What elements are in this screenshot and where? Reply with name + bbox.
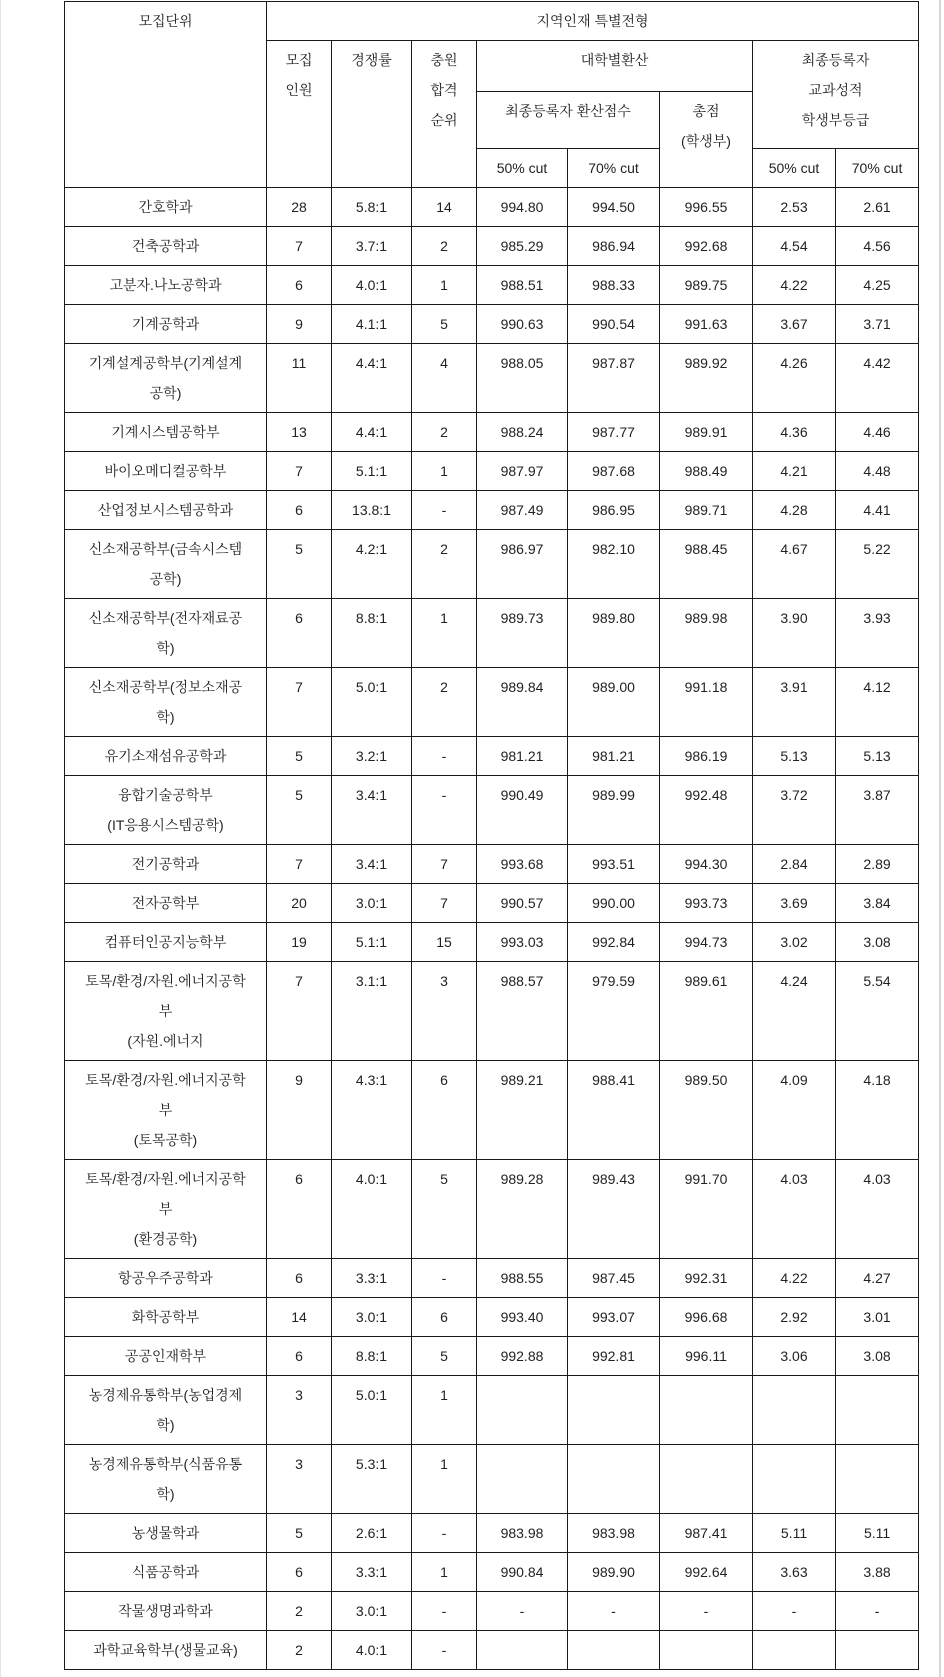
score-50-cut-cell xyxy=(477,1445,568,1514)
grade-50-cut-cell: 3.02 xyxy=(753,923,836,962)
grade-50-cut-cell: 4.21 xyxy=(753,452,836,491)
score-50-cut-cell: 981.21 xyxy=(477,737,568,776)
total-score-cell: 987.41 xyxy=(660,1514,753,1553)
grade-70-cut-cell: 2.61 xyxy=(836,188,919,227)
grade-70-cut-cell: 3.08 xyxy=(836,923,919,962)
score-50-cut-cell: 988.57 xyxy=(477,962,568,1061)
unit-name-cell: 화학공학부 xyxy=(65,1298,267,1337)
total-score-cell: 991.70 xyxy=(660,1160,753,1259)
score-70-cut-cell xyxy=(568,1631,660,1670)
waitlist-rank-cell: 2 xyxy=(412,413,477,452)
score-50-cut-cell: 988.55 xyxy=(477,1259,568,1298)
total-score-cell: 988.49 xyxy=(660,452,753,491)
table-row xyxy=(65,266,919,305)
score-70-cut-cell: 992.81 xyxy=(568,1337,660,1376)
grade-70-cut-cell: 5.54 xyxy=(836,962,919,1061)
header-cut50-grade: 50% cut xyxy=(753,149,836,188)
quota-cell: 19 xyxy=(267,923,332,962)
grade-50-cut-cell: - xyxy=(753,1592,836,1631)
score-70-cut-cell: - xyxy=(568,1592,660,1631)
table-row xyxy=(65,962,919,1061)
waitlist-rank-cell: - xyxy=(412,1514,477,1553)
grade-50-cut-cell: 4.22 xyxy=(753,1259,836,1298)
unit-name-cell: 바이오메디컬공학부 xyxy=(65,452,267,491)
grade-50-cut-cell: 4.22 xyxy=(753,266,836,305)
quota-cell: 6 xyxy=(267,1553,332,1592)
table-row xyxy=(65,599,919,668)
score-70-cut-cell: 989.99 xyxy=(568,776,660,845)
score-70-cut-cell: 994.50 xyxy=(568,188,660,227)
score-70-cut-cell: 987.45 xyxy=(568,1259,660,1298)
quota-cell: 7 xyxy=(267,227,332,266)
waitlist-rank-cell: 4 xyxy=(412,344,477,413)
total-score-cell: 994.73 xyxy=(660,923,753,962)
grade-50-cut-cell: 4.26 xyxy=(753,344,836,413)
score-70-cut-cell: 988.41 xyxy=(568,1061,660,1160)
table-row xyxy=(65,737,919,776)
grade-70-cut-cell xyxy=(836,1445,919,1514)
grade-50-cut-cell: 3.72 xyxy=(753,776,836,845)
grade-70-cut-cell: 3.88 xyxy=(836,1553,919,1592)
unit-name-cell: 산업정보시스템공학과 xyxy=(65,491,267,530)
grade-70-cut-cell: 5.11 xyxy=(836,1514,919,1553)
waitlist-rank-cell: 3 xyxy=(412,962,477,1061)
competition-cell: 4.0:1 xyxy=(332,1160,412,1259)
competition-cell: 3.4:1 xyxy=(332,776,412,845)
score-70-cut-cell: 987.77 xyxy=(568,413,660,452)
score-70-cut-cell: 989.90 xyxy=(568,1553,660,1592)
quota-cell: 9 xyxy=(267,305,332,344)
waitlist-rank-cell: - xyxy=(412,776,477,845)
score-70-cut-cell: 990.00 xyxy=(568,884,660,923)
unit-name-cell: 신소재공학부(전자재료공 학) xyxy=(65,599,267,668)
unit-name-cell: 기계시스템공학부 xyxy=(65,413,267,452)
grade-70-cut-cell: 3.93 xyxy=(836,599,919,668)
total-score-cell: 989.75 xyxy=(660,266,753,305)
grade-50-cut-cell: 3.69 xyxy=(753,884,836,923)
table-row xyxy=(65,845,919,884)
score-50-cut-cell: 983.98 xyxy=(477,1514,568,1553)
score-50-cut-cell: 989.28 xyxy=(477,1160,568,1259)
total-score-cell: - xyxy=(660,1592,753,1631)
unit-name-cell: 과학교육학부(생물교육) xyxy=(65,1631,267,1670)
grade-50-cut-cell: 4.67 xyxy=(753,530,836,599)
score-70-cut-cell: 992.84 xyxy=(568,923,660,962)
score-50-cut-cell: 989.21 xyxy=(477,1061,568,1160)
competition-cell: 4.4:1 xyxy=(332,344,412,413)
total-score-cell: 992.48 xyxy=(660,776,753,845)
quota-cell: 7 xyxy=(267,452,332,491)
total-score-cell: 993.73 xyxy=(660,884,753,923)
score-70-cut-cell: 979.59 xyxy=(568,962,660,1061)
waitlist-rank-cell: - xyxy=(412,1592,477,1631)
score-70-cut-cell: 990.54 xyxy=(568,305,660,344)
table-row xyxy=(65,884,919,923)
table-row xyxy=(65,1514,919,1553)
table-row xyxy=(65,1553,919,1592)
score-50-cut-cell: 985.29 xyxy=(477,227,568,266)
quota-cell: 6 xyxy=(267,266,332,305)
competition-cell: 5.0:1 xyxy=(332,1376,412,1445)
score-70-cut-cell: 986.94 xyxy=(568,227,660,266)
score-70-cut-cell: 982.10 xyxy=(568,530,660,599)
table-row xyxy=(65,491,919,530)
grade-50-cut-cell: 4.09 xyxy=(753,1061,836,1160)
table-row xyxy=(65,530,919,599)
competition-cell: 5.1:1 xyxy=(332,923,412,962)
waitlist-rank-cell: - xyxy=(412,1631,477,1670)
grade-50-cut-cell: 3.90 xyxy=(753,599,836,668)
table-body xyxy=(65,188,919,1670)
unit-name-cell: 항공우주공학과 xyxy=(65,1259,267,1298)
score-70-cut-cell: 993.07 xyxy=(568,1298,660,1337)
unit-name-cell: 토목/환경/자원.에너지공학 부 (환경공학) xyxy=(65,1160,267,1259)
waitlist-rank-cell: 7 xyxy=(412,845,477,884)
competition-cell: 4.1:1 xyxy=(332,305,412,344)
grade-70-cut-cell: 3.87 xyxy=(836,776,919,845)
score-50-cut-cell: 993.03 xyxy=(477,923,568,962)
table-row xyxy=(65,1592,919,1631)
unit-name-cell: 작물생명과학과 xyxy=(65,1592,267,1631)
unit-name-cell: 토목/환경/자원.에너지공학 부 (토목공학) xyxy=(65,1061,267,1160)
total-score-cell: 991.63 xyxy=(660,305,753,344)
header-final-converted: 최종등록자 환산점수 xyxy=(477,92,660,149)
competition-cell: 4.4:1 xyxy=(332,413,412,452)
unit-name-cell: 기계설계공학부(기계설계 공학) xyxy=(65,344,267,413)
table-row xyxy=(65,188,919,227)
quota-cell: 7 xyxy=(267,845,332,884)
unit-name-cell: 건축공학과 xyxy=(65,227,267,266)
competition-cell: 3.4:1 xyxy=(332,845,412,884)
header-track: 지역인재 특별전형 xyxy=(267,2,919,41)
waitlist-rank-cell: - xyxy=(412,1259,477,1298)
total-score-cell: 996.11 xyxy=(660,1337,753,1376)
grade-50-cut-cell: 2.84 xyxy=(753,845,836,884)
score-50-cut-cell: 993.68 xyxy=(477,845,568,884)
grade-70-cut-cell: 5.13 xyxy=(836,737,919,776)
waitlist-rank-cell: 14 xyxy=(412,188,477,227)
grade-50-cut-cell: 2.92 xyxy=(753,1298,836,1337)
table-row xyxy=(65,1631,919,1670)
grade-50-cut-cell: 3.91 xyxy=(753,668,836,737)
competition-cell: 5.0:1 xyxy=(332,668,412,737)
grade-70-cut-cell: 3.01 xyxy=(836,1298,919,1337)
unit-name-cell: 유기소재섬유공학과 xyxy=(65,737,267,776)
grade-50-cut-cell: 3.06 xyxy=(753,1337,836,1376)
table-row xyxy=(65,1061,919,1160)
header-cut70-grade: 70% cut xyxy=(836,149,919,188)
quota-cell: 9 xyxy=(267,1061,332,1160)
unit-name-cell: 전자공학부 xyxy=(65,884,267,923)
quota-cell: 7 xyxy=(267,668,332,737)
competition-cell: 8.8:1 xyxy=(332,1337,412,1376)
page-left-edge xyxy=(0,0,1,1677)
score-50-cut-cell: 990.63 xyxy=(477,305,568,344)
quota-cell: 28 xyxy=(267,188,332,227)
total-score-cell: 989.50 xyxy=(660,1061,753,1160)
grade-50-cut-cell xyxy=(753,1376,836,1445)
waitlist-rank-cell: 1 xyxy=(412,452,477,491)
score-50-cut-cell: 986.97 xyxy=(477,530,568,599)
score-50-cut-cell: 989.84 xyxy=(477,668,568,737)
competition-cell: 4.0:1 xyxy=(332,1631,412,1670)
score-50-cut-cell: 989.73 xyxy=(477,599,568,668)
score-50-cut-cell xyxy=(477,1376,568,1445)
grade-50-cut-cell: 2.53 xyxy=(753,188,836,227)
score-70-cut-cell: 987.68 xyxy=(568,452,660,491)
total-score-cell: 996.55 xyxy=(660,188,753,227)
total-score-cell: 994.30 xyxy=(660,845,753,884)
unit-name-cell: 고분자.나노공학과 xyxy=(65,266,267,305)
grade-70-cut-cell: 3.08 xyxy=(836,1337,919,1376)
score-50-cut-cell: 987.49 xyxy=(477,491,568,530)
total-score-cell: 989.71 xyxy=(660,491,753,530)
header-final-grade: 최종등록자 교과성적 학생부등급 xyxy=(753,41,919,149)
header-cut50-score: 50% cut xyxy=(477,149,568,188)
total-score-cell xyxy=(660,1445,753,1514)
waitlist-rank-cell: 5 xyxy=(412,305,477,344)
unit-name-cell: 융합기술공학부 (IT응용시스템공학) xyxy=(65,776,267,845)
grade-70-cut-cell: 4.12 xyxy=(836,668,919,737)
table-row xyxy=(65,668,919,737)
table-row xyxy=(65,344,919,413)
quota-cell: 14 xyxy=(267,1298,332,1337)
score-50-cut-cell: 988.05 xyxy=(477,344,568,413)
quota-cell: 3 xyxy=(267,1445,332,1514)
quota-cell: 5 xyxy=(267,776,332,845)
grade-70-cut-cell: 4.18 xyxy=(836,1061,919,1160)
score-50-cut-cell: 994.80 xyxy=(477,188,568,227)
score-70-cut-cell: 989.43 xyxy=(568,1160,660,1259)
score-70-cut-cell xyxy=(568,1376,660,1445)
total-score-cell: 989.91 xyxy=(660,413,753,452)
score-50-cut-cell: 993.40 xyxy=(477,1298,568,1337)
total-score-cell: 989.92 xyxy=(660,344,753,413)
quota-cell: 5 xyxy=(267,737,332,776)
score-50-cut-cell: 990.57 xyxy=(477,884,568,923)
competition-cell: 5.1:1 xyxy=(332,452,412,491)
header-univ-conversion: 대학별환산 xyxy=(477,41,753,92)
score-50-cut-cell: 990.84 xyxy=(477,1553,568,1592)
competition-cell: 4.3:1 xyxy=(332,1061,412,1160)
grade-70-cut-cell: - xyxy=(836,1592,919,1631)
score-70-cut-cell: 993.51 xyxy=(568,845,660,884)
total-score-cell: 986.19 xyxy=(660,737,753,776)
header-total: 총점 (학생부) xyxy=(660,92,753,188)
unit-name-cell: 토목/환경/자원.에너지공학 부 (자원.에너지 xyxy=(65,962,267,1061)
admission-results-table xyxy=(64,1,919,1670)
competition-cell: 8.8:1 xyxy=(332,599,412,668)
waitlist-rank-cell: 5 xyxy=(412,1160,477,1259)
total-score-cell: 991.18 xyxy=(660,668,753,737)
quota-cell: 6 xyxy=(267,491,332,530)
score-50-cut-cell: 988.51 xyxy=(477,266,568,305)
total-score-cell xyxy=(660,1376,753,1445)
quota-cell: 20 xyxy=(267,884,332,923)
competition-cell: 3.1:1 xyxy=(332,962,412,1061)
table-row xyxy=(65,413,919,452)
waitlist-rank-cell: - xyxy=(412,737,477,776)
grade-50-cut-cell: 4.36 xyxy=(753,413,836,452)
waitlist-rank-cell: 7 xyxy=(412,884,477,923)
table-row xyxy=(65,1445,919,1514)
score-70-cut-cell: 988.33 xyxy=(568,266,660,305)
quota-cell: 2 xyxy=(267,1631,332,1670)
grade-70-cut-cell: 4.03 xyxy=(836,1160,919,1259)
score-70-cut-cell: 986.95 xyxy=(568,491,660,530)
grade-70-cut-cell: 2.89 xyxy=(836,845,919,884)
grade-50-cut-cell: 5.11 xyxy=(753,1514,836,1553)
waitlist-rank-cell: - xyxy=(412,491,477,530)
score-50-cut-cell: 990.49 xyxy=(477,776,568,845)
table-row xyxy=(65,1259,919,1298)
grade-50-cut-cell: 4.54 xyxy=(753,227,836,266)
grade-70-cut-cell: 4.25 xyxy=(836,266,919,305)
score-70-cut-cell xyxy=(568,1445,660,1514)
header-competition: 경쟁률 xyxy=(332,41,412,188)
quota-cell: 5 xyxy=(267,530,332,599)
grade-50-cut-cell: 3.63 xyxy=(753,1553,836,1592)
competition-cell: 3.7:1 xyxy=(332,227,412,266)
unit-name-cell: 공공인재학부 xyxy=(65,1337,267,1376)
competition-cell: 3.0:1 xyxy=(332,1298,412,1337)
competition-cell: 5.8:1 xyxy=(332,188,412,227)
unit-name-cell: 농생물학과 xyxy=(65,1514,267,1553)
competition-cell: 3.0:1 xyxy=(332,1592,412,1631)
header-quota: 모집 인원 xyxy=(267,41,332,188)
total-score-cell: 992.68 xyxy=(660,227,753,266)
competition-cell: 4.0:1 xyxy=(332,266,412,305)
total-score-cell: 992.64 xyxy=(660,1553,753,1592)
unit-name-cell: 농경제유통학부(농업경제 학) xyxy=(65,1376,267,1445)
grade-70-cut-cell: 3.84 xyxy=(836,884,919,923)
competition-cell: 5.3:1 xyxy=(332,1445,412,1514)
grade-50-cut-cell: 4.28 xyxy=(753,491,836,530)
competition-cell: 3.3:1 xyxy=(332,1259,412,1298)
unit-name-cell: 식품공학과 xyxy=(65,1553,267,1592)
header-cut70-score: 70% cut xyxy=(568,149,660,188)
waitlist-rank-cell: 2 xyxy=(412,227,477,266)
table-row xyxy=(65,452,919,491)
grade-50-cut-cell: 5.13 xyxy=(753,737,836,776)
competition-cell: 3.3:1 xyxy=(332,1553,412,1592)
unit-name-cell: 기계공학과 xyxy=(65,305,267,344)
grade-50-cut-cell xyxy=(753,1445,836,1514)
waitlist-rank-cell: 6 xyxy=(412,1061,477,1160)
competition-cell: 13.8:1 xyxy=(332,491,412,530)
unit-name-cell: 신소재공학부(정보소재공 학) xyxy=(65,668,267,737)
competition-cell: 3.0:1 xyxy=(332,884,412,923)
waitlist-rank-cell: 1 xyxy=(412,1376,477,1445)
waitlist-rank-cell: 15 xyxy=(412,923,477,962)
waitlist-rank-cell: 6 xyxy=(412,1298,477,1337)
waitlist-rank-cell: 1 xyxy=(412,1445,477,1514)
page-scrollbar-edge xyxy=(939,0,941,1677)
total-score-cell xyxy=(660,1631,753,1670)
quota-cell: 6 xyxy=(267,1337,332,1376)
grade-50-cut-cell xyxy=(753,1631,836,1670)
waitlist-rank-cell: 2 xyxy=(412,668,477,737)
total-score-cell: 992.31 xyxy=(660,1259,753,1298)
table-row xyxy=(65,776,919,845)
grade-70-cut-cell: 4.46 xyxy=(836,413,919,452)
grade-50-cut-cell: 4.03 xyxy=(753,1160,836,1259)
table-row xyxy=(65,1337,919,1376)
unit-name-cell: 전기공학과 xyxy=(65,845,267,884)
unit-name-cell: 컴퓨터인공지능학부 xyxy=(65,923,267,962)
header-waitlist: 충원 합격 순위 xyxy=(412,41,477,188)
score-70-cut-cell: 989.80 xyxy=(568,599,660,668)
quota-cell: 6 xyxy=(267,1259,332,1298)
grade-70-cut-cell: 4.56 xyxy=(836,227,919,266)
grade-70-cut-cell: 4.42 xyxy=(836,344,919,413)
quota-cell: 6 xyxy=(267,599,332,668)
quota-cell: 5 xyxy=(267,1514,332,1553)
quota-cell: 3 xyxy=(267,1376,332,1445)
unit-name-cell: 농경제유통학부(식품유통 학) xyxy=(65,1445,267,1514)
grade-50-cut-cell: 3.67 xyxy=(753,305,836,344)
grade-70-cut-cell xyxy=(836,1631,919,1670)
grade-70-cut-cell: 5.22 xyxy=(836,530,919,599)
competition-cell: 4.2:1 xyxy=(332,530,412,599)
total-score-cell: 988.45 xyxy=(660,530,753,599)
unit-name-cell: 간호학과 xyxy=(65,188,267,227)
competition-cell: 2.6:1 xyxy=(332,1514,412,1553)
waitlist-rank-cell: 1 xyxy=(412,1553,477,1592)
score-70-cut-cell: 981.21 xyxy=(568,737,660,776)
total-score-cell: 989.98 xyxy=(660,599,753,668)
table-row xyxy=(65,227,919,266)
quota-cell: 6 xyxy=(267,1160,332,1259)
table-row xyxy=(65,923,919,962)
grade-50-cut-cell: 4.24 xyxy=(753,962,836,1061)
table-row xyxy=(65,1160,919,1259)
competition-cell: 3.2:1 xyxy=(332,737,412,776)
waitlist-rank-cell: 5 xyxy=(412,1337,477,1376)
unit-name-cell: 신소재공학부(금속시스템 공학) xyxy=(65,530,267,599)
score-50-cut-cell xyxy=(477,1631,568,1670)
header-unit: 모집단위 xyxy=(65,2,267,188)
waitlist-rank-cell: 1 xyxy=(412,599,477,668)
quota-cell: 11 xyxy=(267,344,332,413)
table-row xyxy=(65,305,919,344)
score-50-cut-cell: - xyxy=(477,1592,568,1631)
waitlist-rank-cell: 1 xyxy=(412,266,477,305)
total-score-cell: 996.68 xyxy=(660,1298,753,1337)
waitlist-rank-cell: 2 xyxy=(412,530,477,599)
score-70-cut-cell: 989.00 xyxy=(568,668,660,737)
quota-cell: 13 xyxy=(267,413,332,452)
grade-70-cut-cell: 3.71 xyxy=(836,305,919,344)
score-70-cut-cell: 987.87 xyxy=(568,344,660,413)
quota-cell: 2 xyxy=(267,1592,332,1631)
score-50-cut-cell: 988.24 xyxy=(477,413,568,452)
grade-70-cut-cell: 4.48 xyxy=(836,452,919,491)
grade-70-cut-cell: 4.27 xyxy=(836,1259,919,1298)
table-row xyxy=(65,1376,919,1445)
total-score-cell: 989.61 xyxy=(660,962,753,1061)
quota-cell: 7 xyxy=(267,962,332,1061)
score-50-cut-cell: 987.97 xyxy=(477,452,568,491)
table-row xyxy=(65,1298,919,1337)
score-70-cut-cell: 983.98 xyxy=(568,1514,660,1553)
grade-70-cut-cell: 4.41 xyxy=(836,491,919,530)
score-50-cut-cell: 992.88 xyxy=(477,1337,568,1376)
grade-70-cut-cell xyxy=(836,1376,919,1445)
